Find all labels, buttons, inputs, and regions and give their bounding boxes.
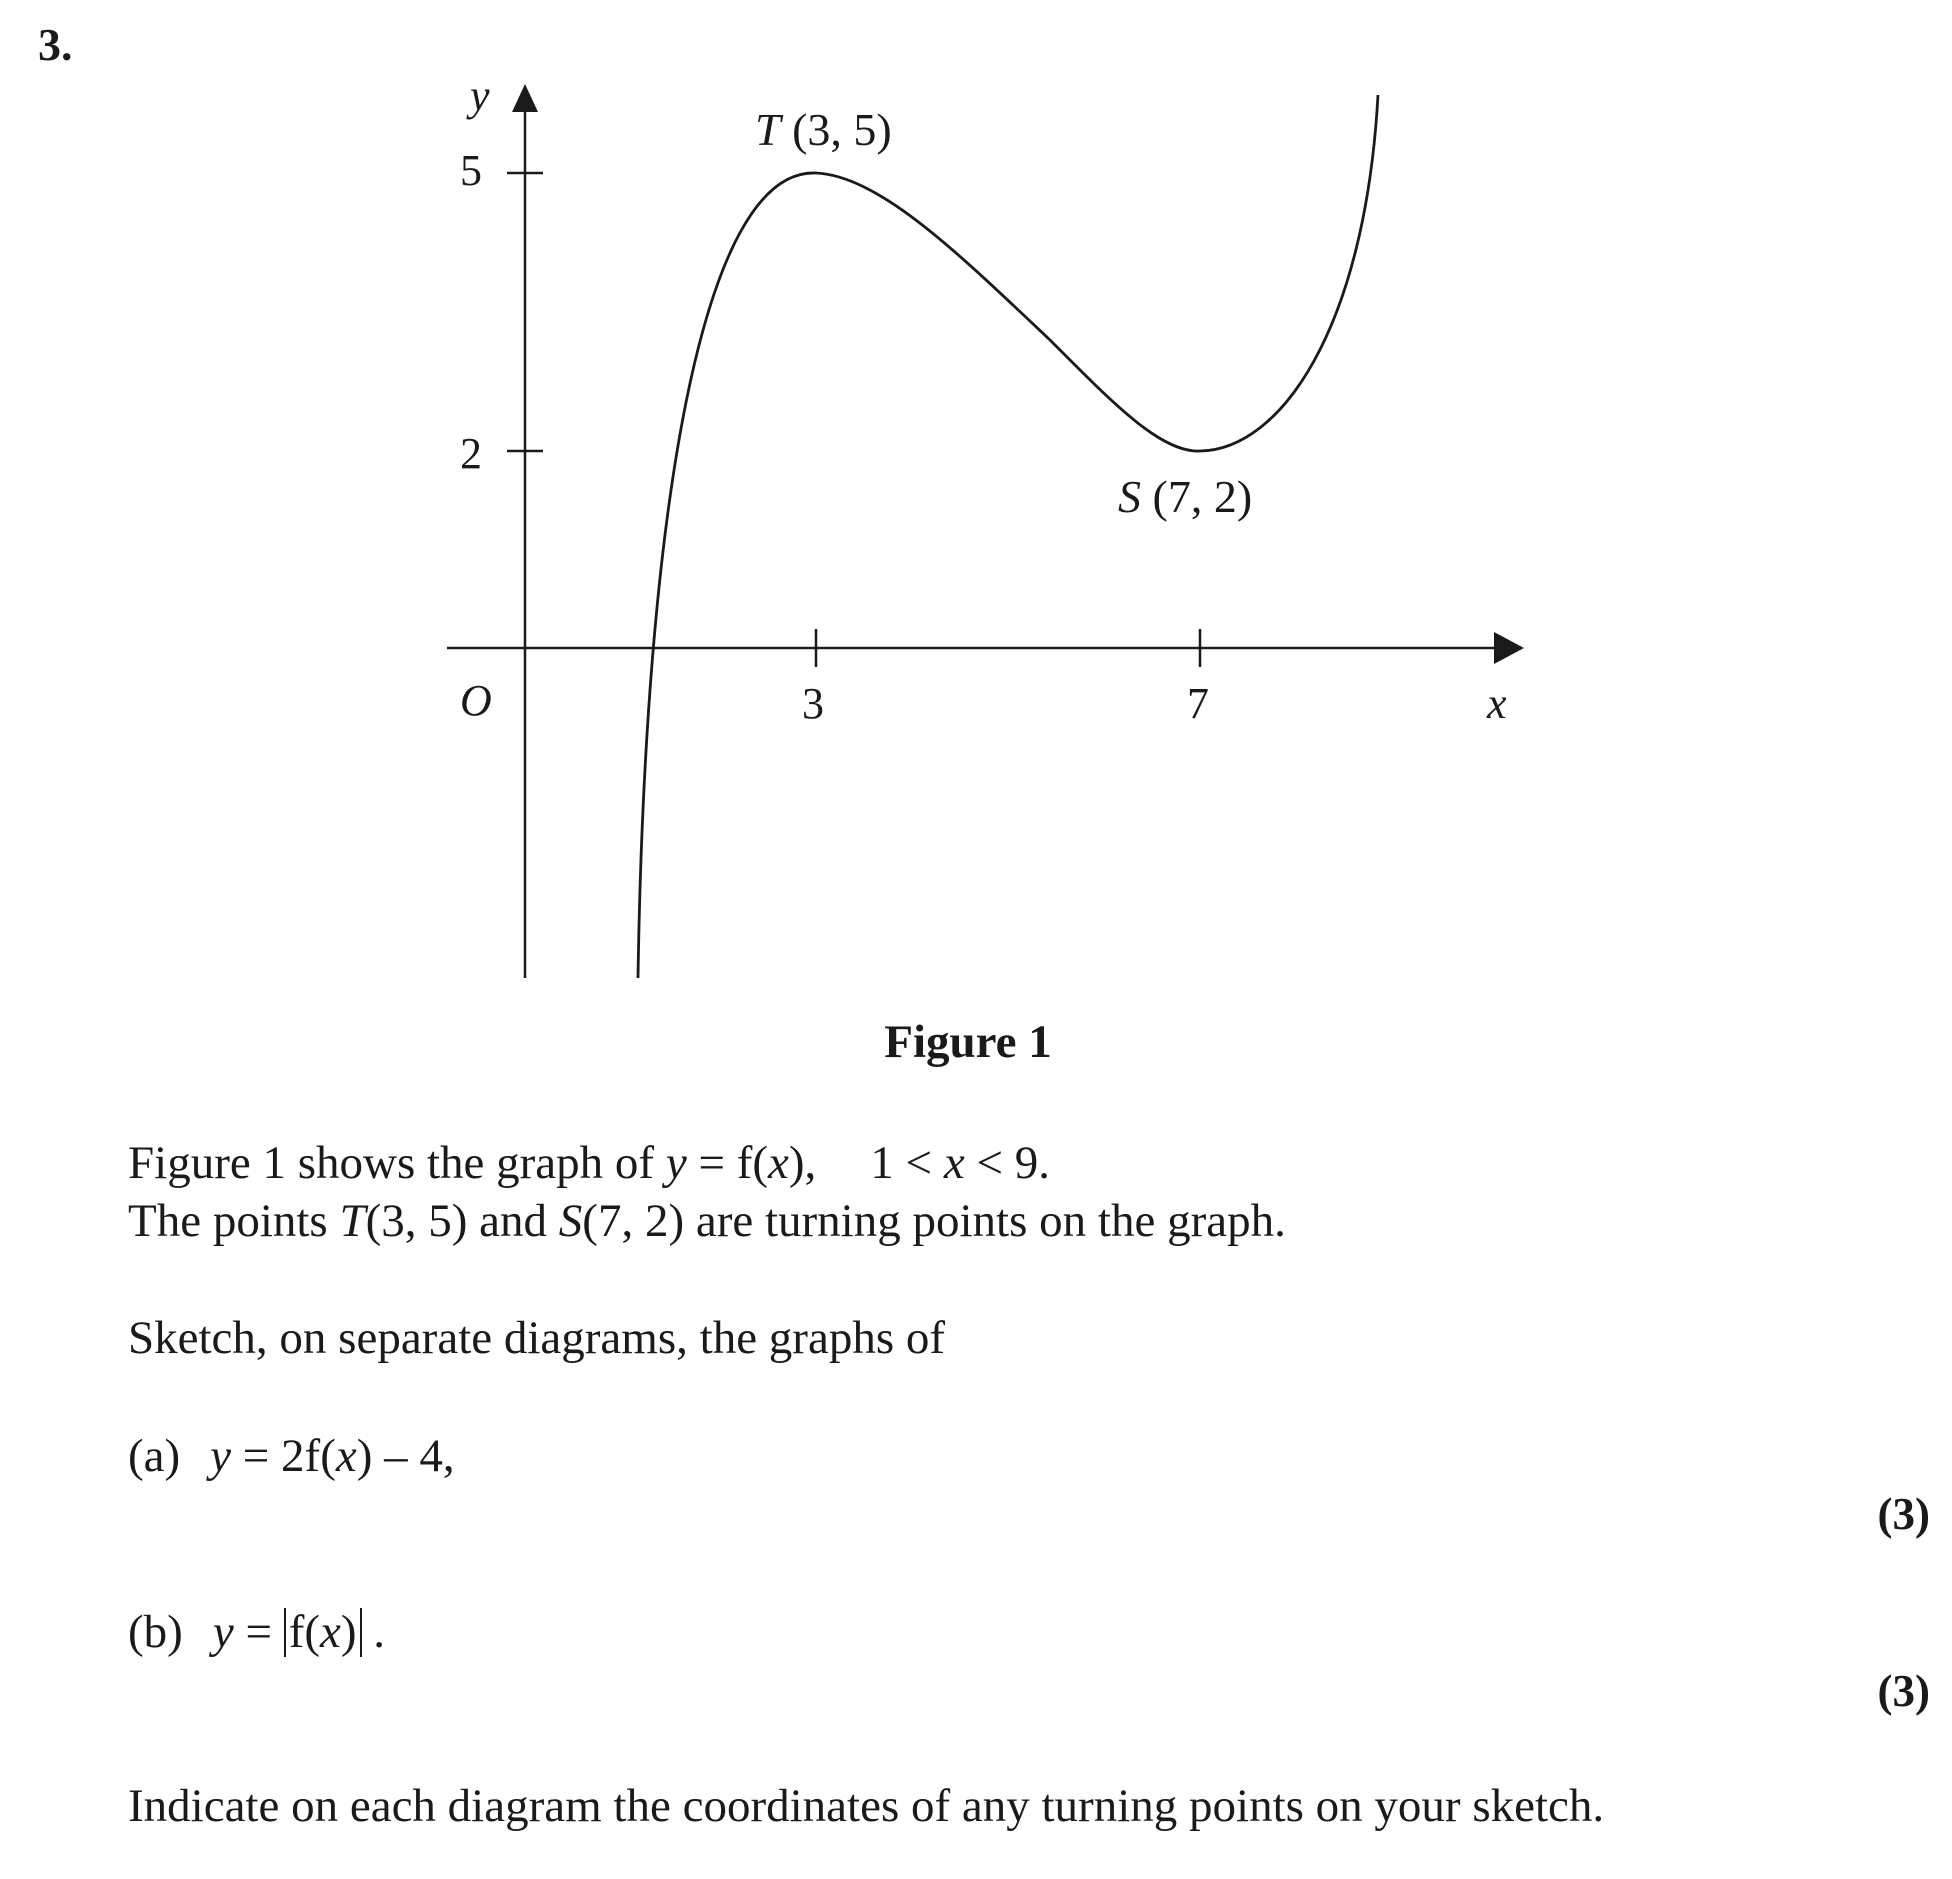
intro-line-1: Figure 1 shows the graph of y = f(x), 1 < x < 9. (128, 1137, 1050, 1189)
turning-point-S-label: S (7, 2) (1118, 471, 1253, 522)
x-tick-label-3: 3 (802, 679, 824, 728)
x-axis-label: x (1487, 679, 1507, 728)
y-axis-arrow (512, 84, 538, 112)
y-tick-label-5: 5 (460, 146, 482, 195)
intro-line-2: The points T(3, 5) and S(7, 2) are turning points on the graph. (128, 1195, 1286, 1247)
question-number: 3. (38, 19, 73, 70)
closing-instruction: Indicate on each diagram the coordinates of any turning points on your sketch. (128, 1780, 1605, 1832)
curve-f (638, 95, 1378, 978)
part-b: (b) y = f(x) . (128, 1606, 386, 1658)
figure-caption: Figure 1 (884, 1016, 1052, 1068)
absolute-value-bars: f(x) (284, 1608, 362, 1657)
part-b-marks: (3) (1877, 1666, 1930, 1716)
y-tick-label-2: 2 (460, 429, 482, 478)
x-tick-label-7: 7 (1187, 679, 1209, 728)
y-axis-label: y (470, 71, 490, 120)
x-axis-arrow (1494, 632, 1524, 664)
turning-point-T-label: T (3, 5) (755, 104, 892, 155)
origin-label: O (460, 676, 492, 725)
part-a-marks: (3) (1877, 1489, 1930, 1539)
instruction-line: Sketch, on separate diagrams, the graphs of (128, 1312, 946, 1364)
part-a: (a) y = 2f(x) – 4, (128, 1430, 455, 1482)
